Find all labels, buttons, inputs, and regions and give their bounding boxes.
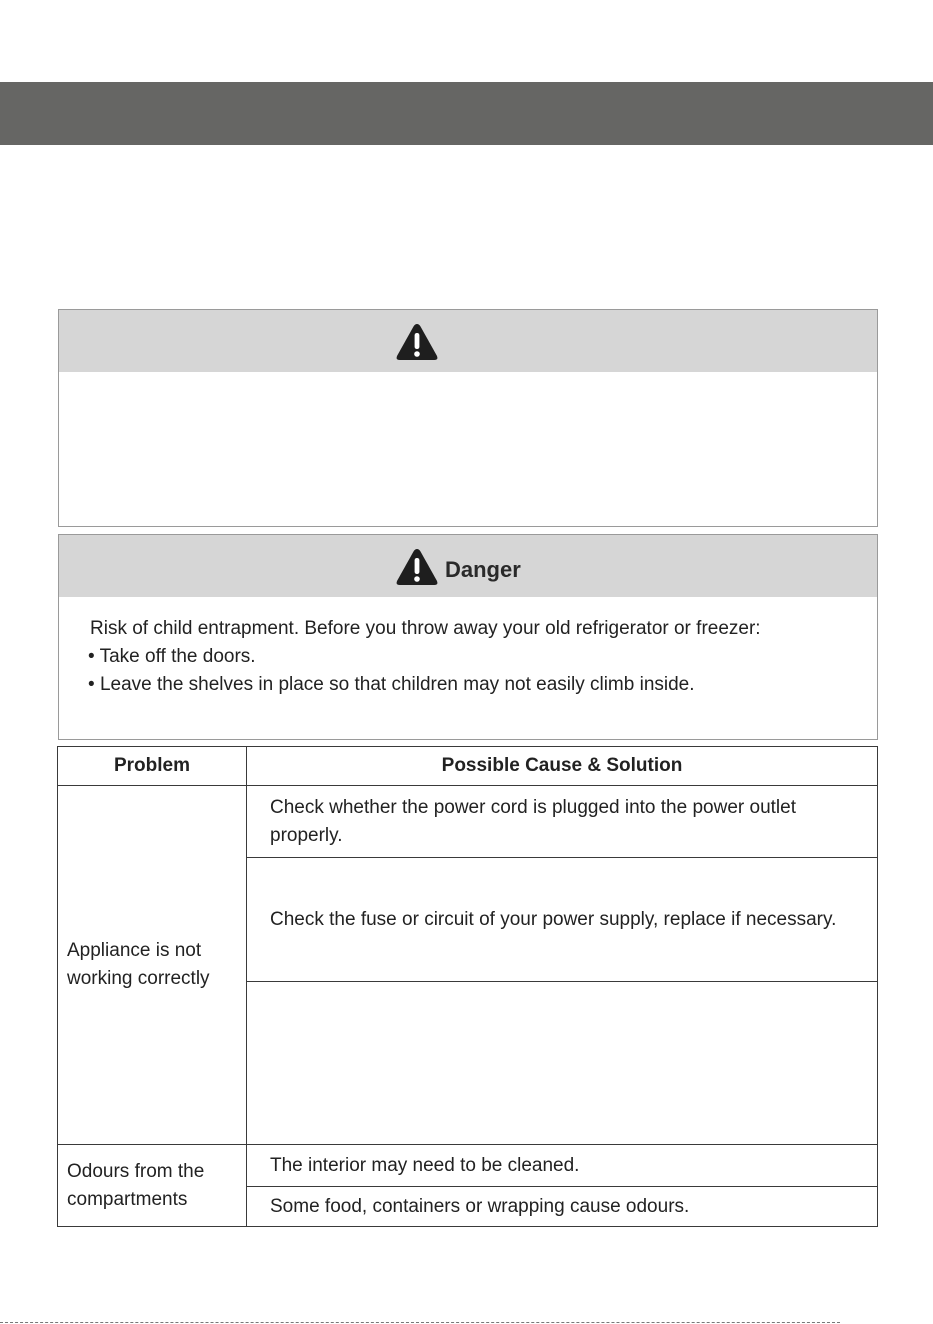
danger-intro: Risk of child entrapment. Before you throw away your old refrigerator or freezer: <box>90 618 761 639</box>
danger-bullet: • Take off the doors. <box>88 646 256 667</box>
solution-cell: Check whether the power cord is plugged into the power outlet properly. <box>247 786 878 858</box>
header-problem: Problem <box>58 747 247 786</box>
warning-box <box>58 309 878 527</box>
table-header-row <box>58 747 878 786</box>
footer-rule <box>0 1322 840 1323</box>
problem-cell: Appliance is not working correctly <box>58 786 247 1145</box>
warning-triangle-icon <box>395 547 439 587</box>
danger-box <box>58 534 878 740</box>
danger-body <box>90 615 842 699</box>
solution-cell: Check the fuse or circuit of your power supply, replace if necessary. <box>247 858 878 982</box>
problem-cell: Odours from the compartments <box>58 1145 247 1227</box>
danger-title: Danger <box>445 557 521 582</box>
table-row <box>58 786 878 858</box>
header-bar <box>0 82 933 145</box>
troubleshooting-table <box>57 746 878 1227</box>
table-row <box>58 1145 878 1187</box>
solution-cell: Some food, containers or wrapping cause odours. <box>247 1187 878 1227</box>
warning-triangle-icon <box>395 322 439 362</box>
header-solution: Possible Cause & Solution <box>247 747 878 786</box>
danger-bullet: • Leave the shelves in place so that children may not easily climb inside. <box>88 674 695 695</box>
danger-box-header <box>59 535 877 597</box>
warning-box-header <box>59 310 877 372</box>
solution-cell: The interior may need to be cleaned. <box>247 1145 878 1187</box>
solution-cell <box>247 982 878 1145</box>
